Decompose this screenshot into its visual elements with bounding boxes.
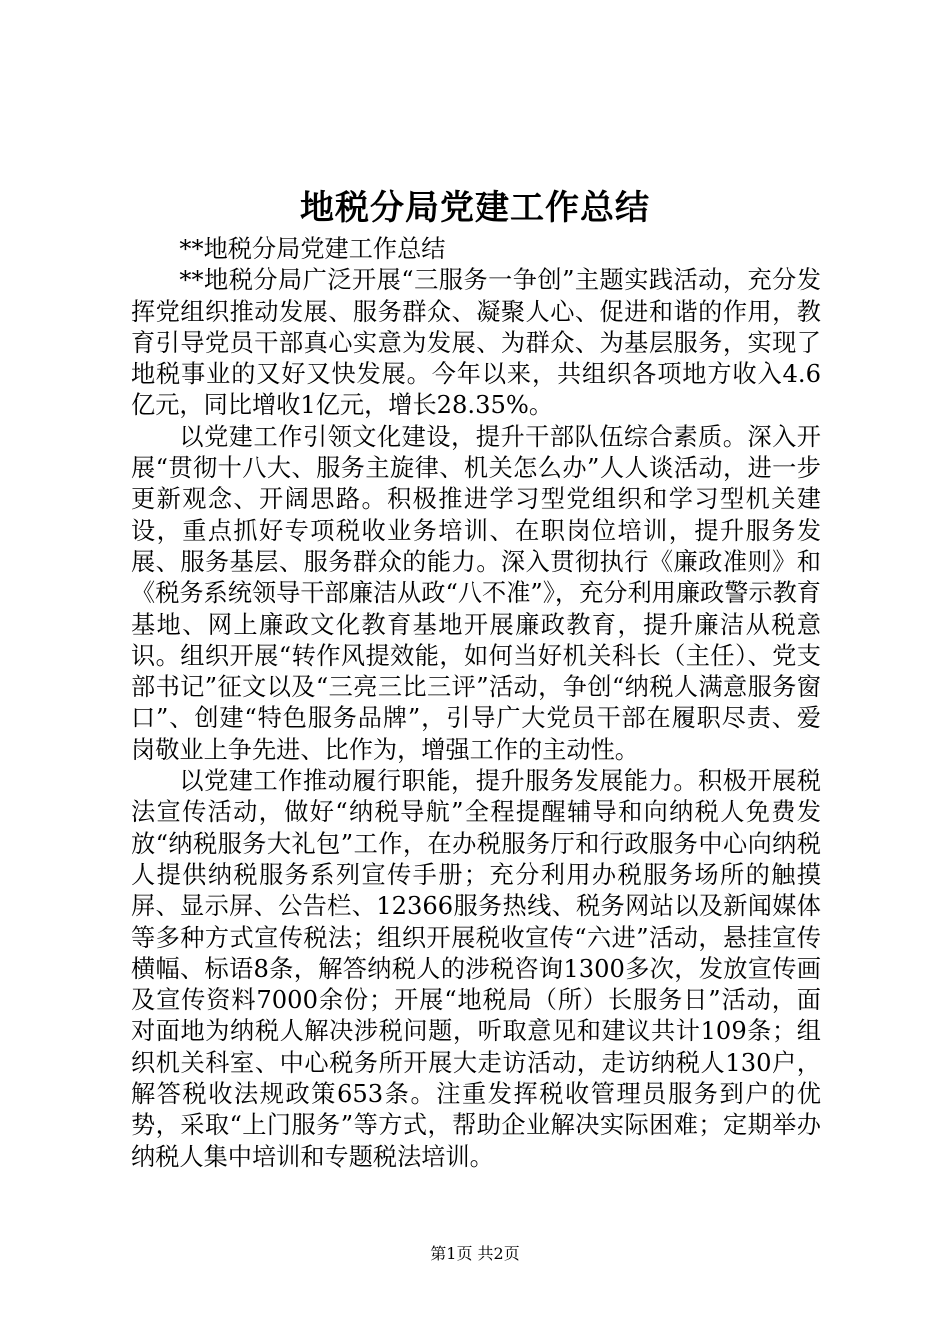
document-title: 地税分局党建工作总结 (300, 188, 650, 228)
paragraph-culture: 以党建工作引领文化建设，提升干部队伍综合素质。深入开展“贯彻十八大、服务主旋律、机关怎么办”人人谈活动，进一步更新观念、开阔思路。积极推进学习型党组织和学习型机关建设，重点抓好专项税收业务培训、在职岗位培训，提升服务发展、服务基层、服务群众的能力。深入贯彻执行《廉政准则》和《税务系统领导干部廉洁从政“八不准”》，充分利用廉政警示教育基地、网上廉政文化教育基地开展廉政教育，提升廉洁从税意识。组织开展“转作风提效能，如何当好机关科长（主任）、党支部书记”征文以及“三亮三比三评”活动，争创“纳税人满意服务窗口”、创建“特色服务品牌”，引导广大党员干部在履职尽责、爱岗敬业上争先进、比作为，增强工作的主动性。 (131, 422, 821, 764)
paragraph-subtitle: **地税分局党建工作总结 (179, 235, 446, 263)
paragraph-service: 以党建工作推动履行职能，提升服务发展能力。积极开展税法宣传活动，做好“纳税导航”全程提醒辅导和向纳税人免费发放“纳税服务大礼包”工作，在办税服务厅和行政服务中心向纳税人提供纳税服务系列宣传手册；充分利用办税服务场所的触摸屏、显示屏、公告栏、12366服务热线、税务网站以及新闻媒体等多种方式宣传税法；组织开展税收宣传“六进”活动，悬挂宣传横幅、标语8条，解答纳税人的涉税咨询1300多次，发放宣传画及宣传资料7000余份；开展“地税局（所）长服务日”活动，面对面地为纳税人解决涉税问题，听取意见和建议共计109条；组织机关科室、中心税务所开展大走访活动，走访纳税人130户，解答税收法规政策653条。注重发挥税收管理员服务到户的优势，采取“上门服务”等方式，帮助企业解决实际困难；定期举办纳税人集中培训和专题税法培训。 (131, 767, 821, 1171)
document-body (131, 234, 821, 1173)
page-footer: 第1页 共2页 (430, 1244, 520, 1263)
paragraph-intro: **地税分局广泛开展“三服务一争创”主题实践活动，充分发挥党组织推动发展、服务群众、凝聚人心、促进和谐的作用，教育引导党员干部真心实意为发展、为群众、为基层服务，实现了地税事业的又好又快发展。今年以来，共组织各项地方收入4.6亿元，同比增收1亿元，增长28.35%。 (131, 266, 821, 420)
